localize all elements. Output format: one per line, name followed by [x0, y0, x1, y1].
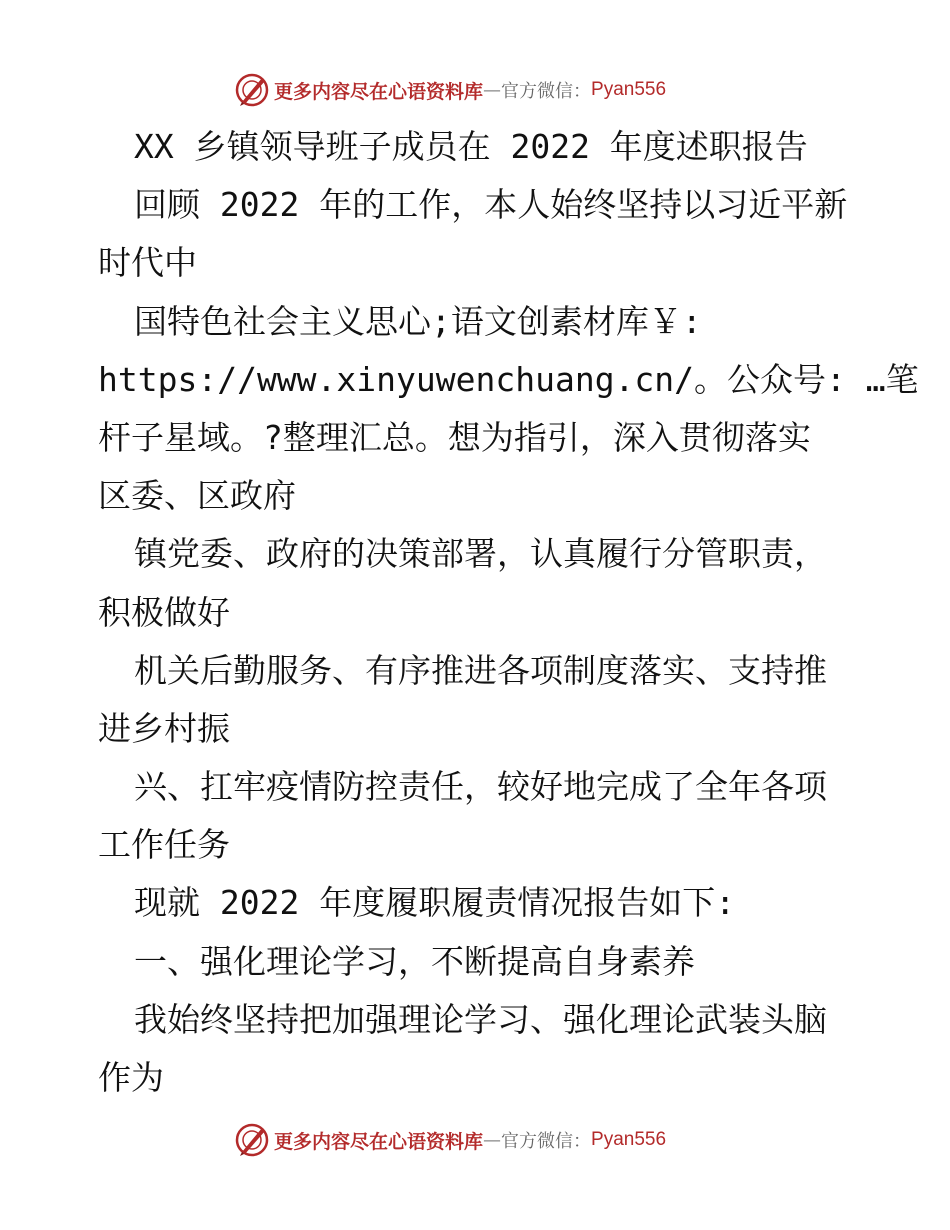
- watermark-separator: —: [483, 79, 502, 101]
- watermark-brand-text: 更多内容尽在心语资料库: [274, 1130, 484, 1153]
- pen-logo-icon: [234, 1122, 270, 1158]
- document-line: 国特色社会主义思心;语文创素材库￥:: [134, 301, 702, 341]
- pen-logo-icon: [234, 72, 270, 108]
- watermark-brand-text: 更多内容尽在心语资料库: [274, 80, 484, 103]
- document-line: 时代中: [98, 243, 197, 283]
- document-line: 回顾 2022 年的工作，本人始终坚持以习近平新: [134, 185, 848, 225]
- document-line: 作为: [98, 1058, 164, 1097]
- watermark-separator: —: [483, 1129, 502, 1151]
- document-line: 一、强化理论学习，不断提高自身素养: [134, 941, 695, 981]
- document-line: https://www.xinyuwenchuang.cn/。公众号: …笔: [98, 359, 919, 399]
- watermark-official-label: 官方微信：: [501, 81, 592, 102]
- document-line: 现就 2022 年度履职履责情况报告如下:: [134, 883, 736, 923]
- footer-watermark: [234, 1122, 666, 1158]
- document-line: 机关后勤服务、有序推进各项制度落实、支持推: [134, 650, 827, 690]
- document-line: 积极做好: [98, 592, 230, 632]
- document-line: 兴、扛牢疫情防控责任，较好地完成了全年各项: [134, 767, 827, 807]
- watermark-official-label: 官方微信：: [501, 1131, 592, 1152]
- document-line: 我始终坚持把加强理论学习、强化理论武装头脑: [134, 999, 827, 1039]
- watermark-account-id: Pyan556: [591, 1129, 667, 1150]
- document-line: 杆子星域。?整理汇总。想为指引，深入贯彻落实: [98, 417, 811, 457]
- watermark-account-id: Pyan556: [591, 79, 667, 100]
- document-body: [98, 118, 919, 1107]
- document-line: 镇党委、政府的决策部署，认真履行分管职责，: [134, 534, 827, 574]
- header-watermark: [234, 72, 666, 108]
- document-line: 工作任务: [98, 825, 230, 865]
- document-line: 区委、区政府: [98, 476, 296, 516]
- document-line: 进乡村振: [98, 708, 230, 748]
- document-line: XX 乡镇领导班子成员在 2022 年度述职报告: [134, 127, 808, 166]
